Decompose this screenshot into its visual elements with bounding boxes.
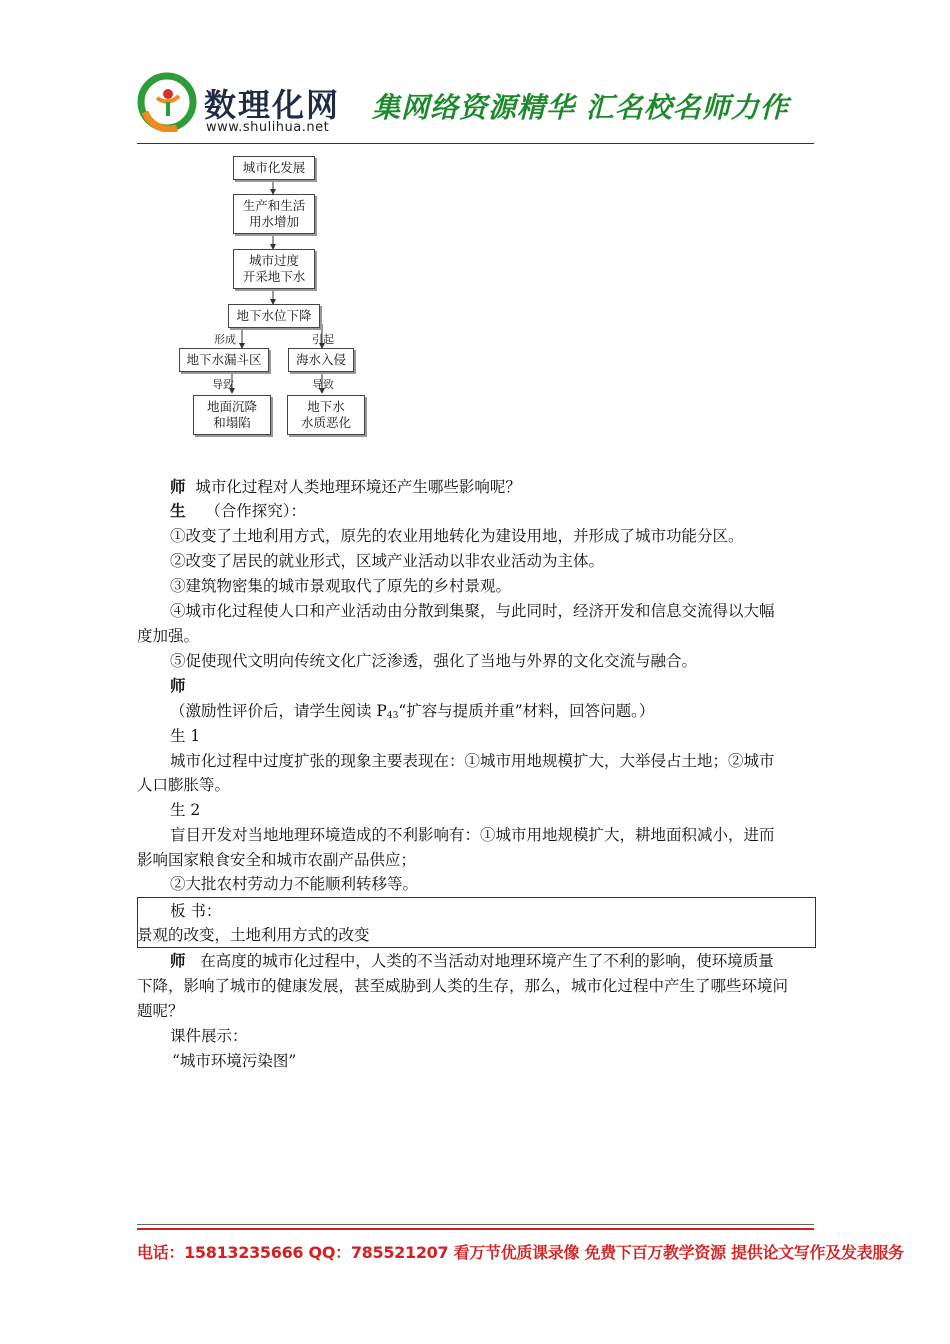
point-1: ①改变了土地利用方式，原先的农业用地转化为建设用地，并形成了城市功能分区。 <box>170 527 744 545</box>
teacher-closing-1: 师 在高度的城市化过程中，人类的不当活动对地理环境产生了不利的影响，使环境质量 <box>170 951 774 970</box>
flow-box-over-extraction: 城市过度 开采地下水 <box>233 249 315 289</box>
flow-box-water-table-drop: 地下水位下降 <box>228 304 320 328</box>
speaker-teacher-3: 师 <box>170 951 186 970</box>
teacher-closing-2: 下降，影响了城市的健康发展，甚至威胁到人类的生存，那么，城市化过程中产生了哪些环境问 <box>137 977 789 995</box>
flow-box-water-quality: 地下水 水质恶化 <box>287 395 365 435</box>
speaker-teacher-2: 师 <box>170 676 186 695</box>
site-slogan: 集网络资源精华 汇名校名师力作 <box>372 91 789 124</box>
point-4b: 度加强。 <box>137 627 200 645</box>
courseware-item: “城市环境污染图” <box>172 1052 297 1070</box>
student-line <box>170 500 306 522</box>
flow-box-subsidence: 地面沉降 和塌陷 <box>193 395 271 435</box>
flow-box-funnel-area: 地下水漏斗区 <box>179 348 269 372</box>
student-2-answer-b: 影响国家粮食安全和城市农副产品供应； <box>137 851 417 869</box>
footer-divider-thin <box>137 1224 814 1225</box>
speaker-teacher: 师 <box>170 477 186 496</box>
point-4a: ④城市化过程使人口和产业活动由分散到集聚，与此同时，经济开发和信息交流得以大幅 <box>170 602 775 620</box>
student-2-label: 生 2 <box>170 801 201 819</box>
flow-label-cause: 引起 <box>312 333 334 346</box>
reading-instruction: （激励性评价后，请学生阅读 $P_{43}“$扩容与提质并重”材料，回答问题。） <box>170 702 655 721</box>
flow-box-water-demand: 生产和生活 用水增加 <box>233 194 315 234</box>
teacher-closing-3: 题呢？ <box>137 1002 184 1020</box>
flow-box-seawater-intrusion: 海水入侵 <box>288 348 354 372</box>
student-2-answer-a: 盲目开发对当地地理环境造成的不利影响有：①城市用地规模扩大，耕地面积减小，进而 <box>170 826 775 844</box>
student-1-answer-b: 人口膨胀等。 <box>137 776 231 794</box>
point-2: ②改变了居民的就业形式，区域产业活动以非农业活动为主体。 <box>170 552 605 570</box>
flow-label-lead-right: 导致 <box>312 378 334 391</box>
site-url[interactable]: www.shulihua.net <box>206 120 330 135</box>
student-2-answer-c: ②大批农村劳动力不能顺利转移等。 <box>170 875 419 893</box>
student-1-label: 生 1 <box>170 727 201 745</box>
site-logo <box>137 72 197 132</box>
site-name: 数理化网 <box>204 86 341 124</box>
speaker-student: 生 <box>170 501 186 520</box>
courseware-label: 课件展示： <box>170 1027 248 1045</box>
blackboard-text: 景观的改变，土地利用方式的改变 <box>137 926 370 944</box>
footer-divider-red <box>137 1228 814 1230</box>
teacher-question: 城市化过程对人类地理环境还产生哪些影响呢？ <box>195 478 521 496</box>
flow-label-form: 形成 <box>214 333 236 346</box>
teacher-question-line <box>170 476 521 498</box>
header-divider <box>137 143 814 144</box>
point-5: ⑤促使现代文明向传统文化广泛渗透，强化了当地与外界的文化交流与融合。 <box>170 652 698 670</box>
blackboard-label: 板 书： <box>170 902 222 920</box>
point-3: ③建筑物密集的城市景观取代了原先的乡村景观。 <box>170 577 512 595</box>
flow-label-lead-left: 导致 <box>212 378 234 391</box>
student-1-answer-a: 城市化过程中过度扩张的现象主要表现在：①城市用地规模扩大，大举侵占土地；②城市 <box>170 752 775 770</box>
footer-contact: 电话：15813235666 QQ：785521207 看万节优质课录像 免费下百万教学资源 提供论文写作及发表服务 <box>137 1243 904 1262</box>
flow-box-urbanization: 城市化发展 <box>233 156 315 180</box>
student-mode: （合作探究）： <box>205 502 306 520</box>
